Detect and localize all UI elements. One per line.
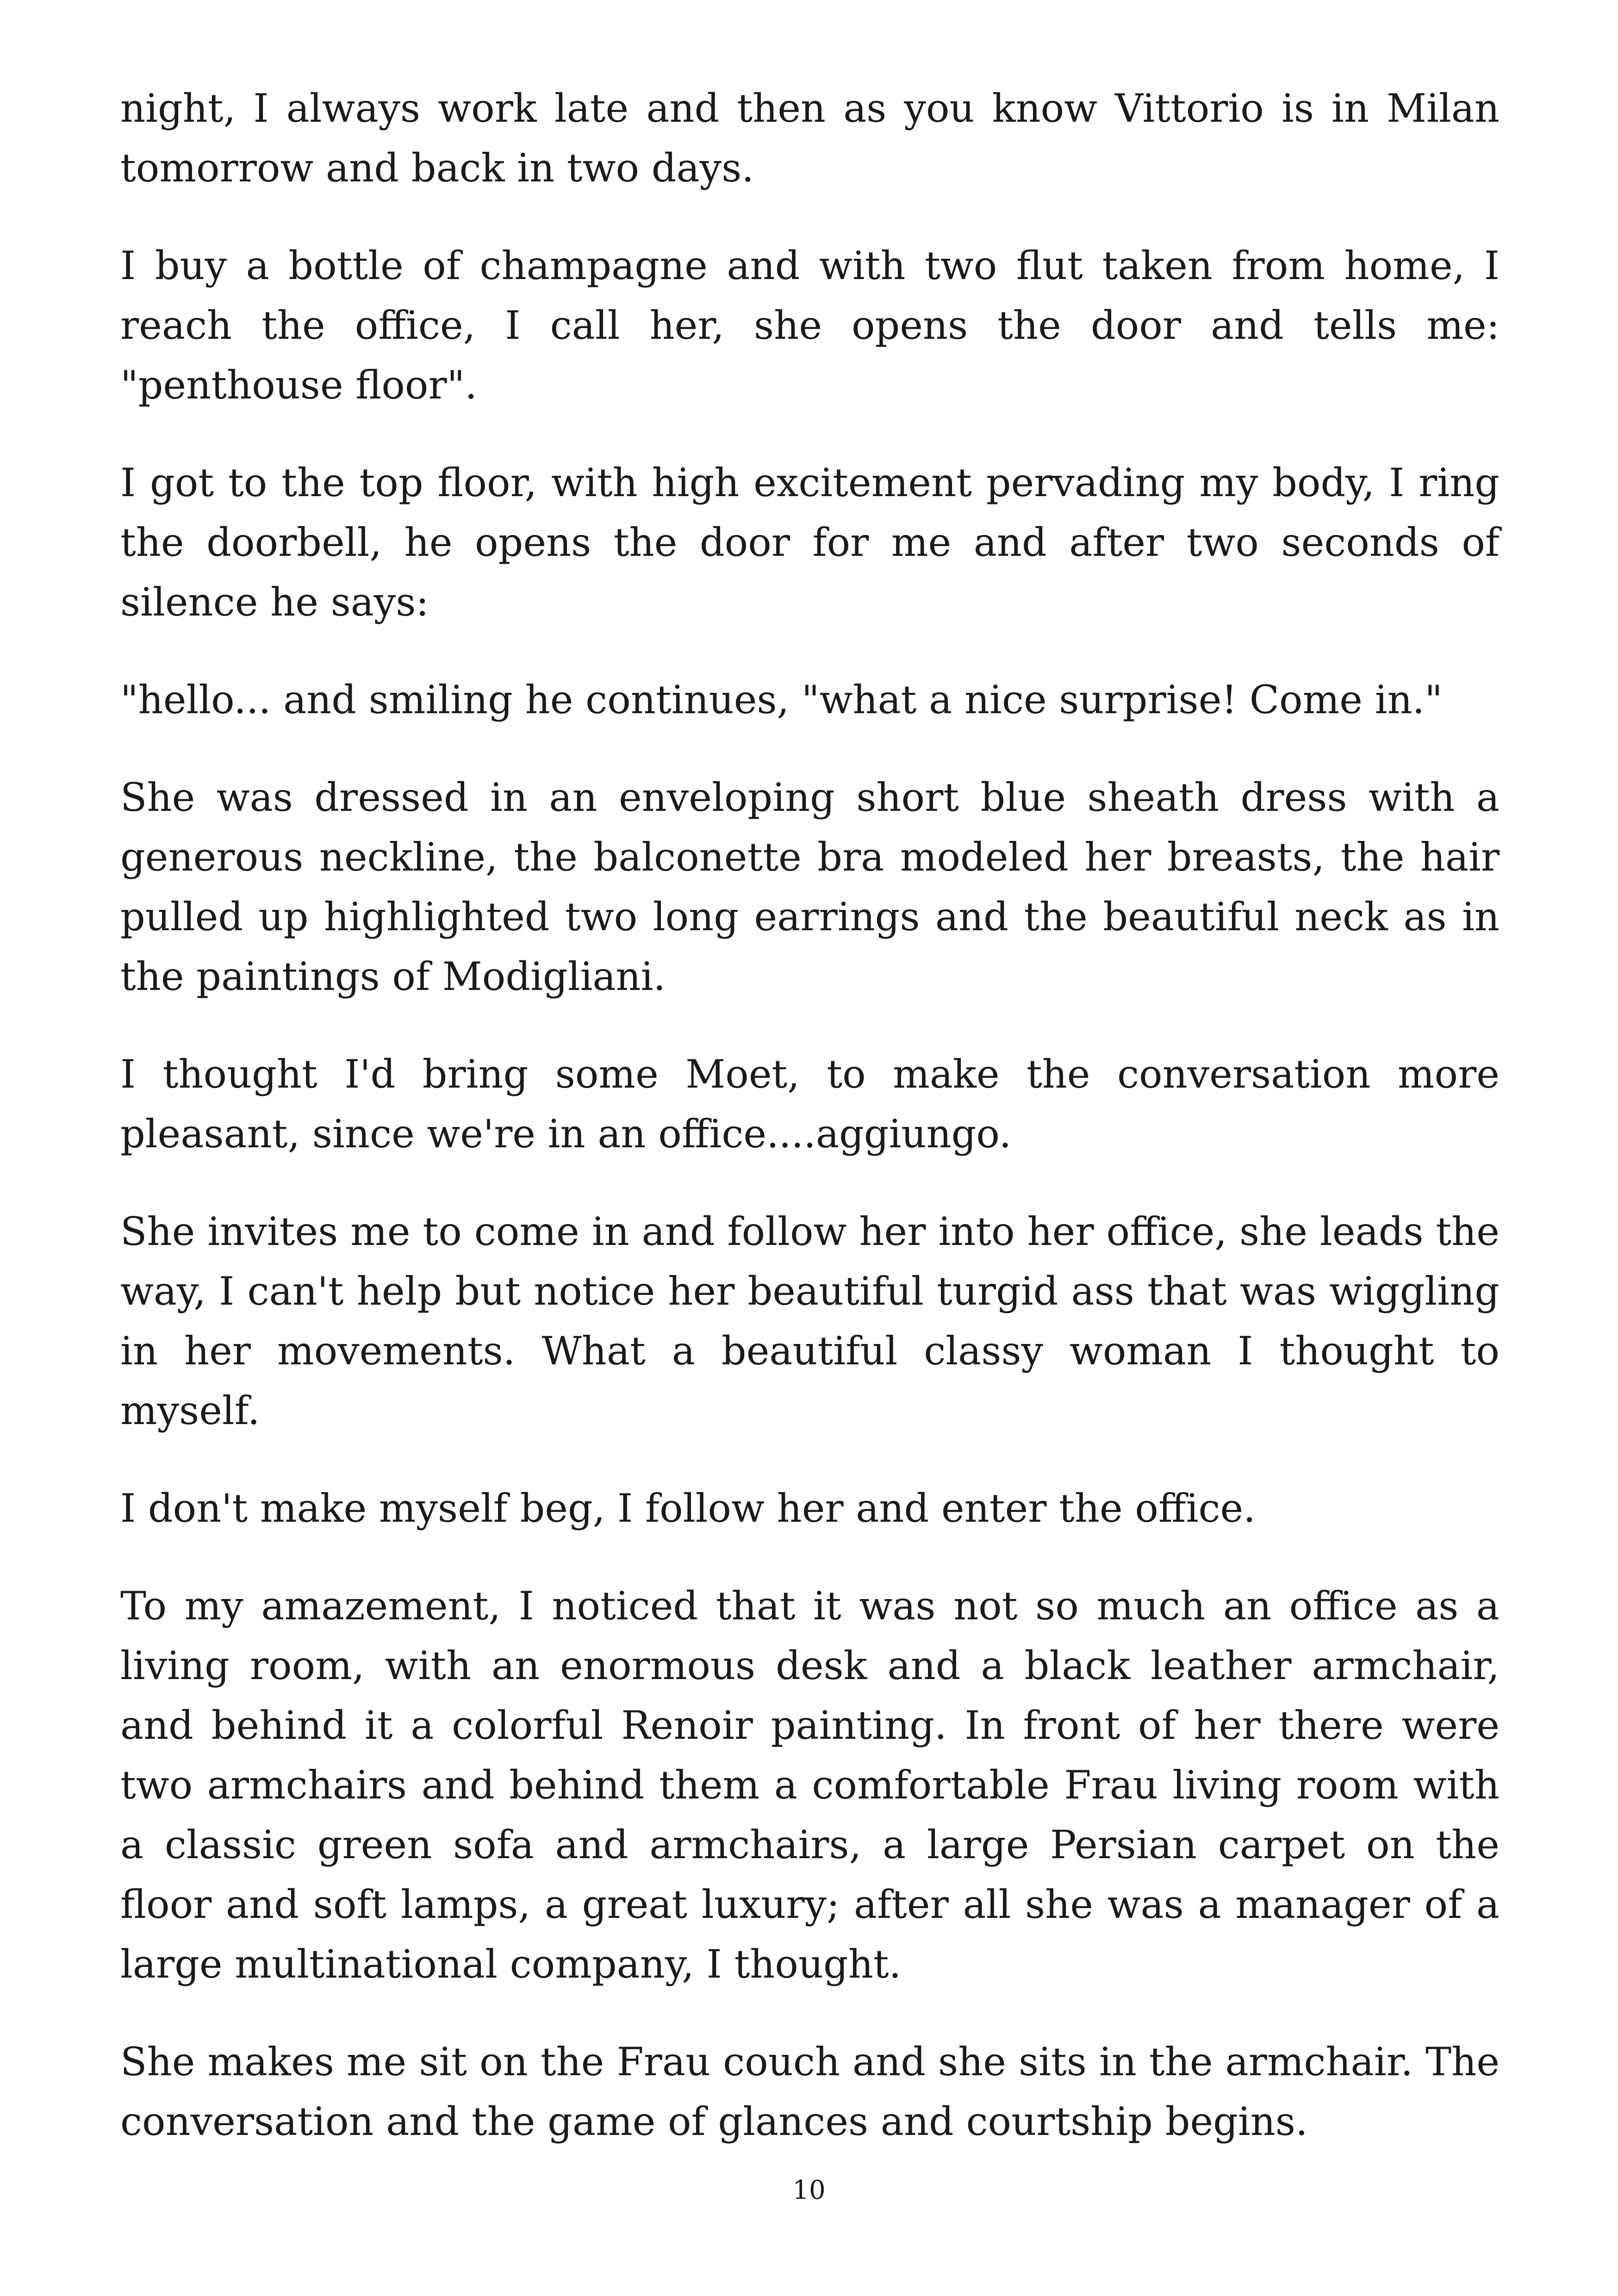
paragraph: night, I always work late and then as you know Vittorio is in Milan tomorrow and back in two days. [120, 86, 1500, 191]
paragraph: She was dressed in an enveloping short blue sheath dress with a generous neckline, the balconette bra modeled her breasts, the hair pulled up highlighted two long earrings and the beautiful neck as in the paintings of Modigliani. [120, 775, 1500, 999]
paragraph: To my amazement, I noticed that it was not so much an office as a living room, with an enormous desk and a black leather armchair, and behind it a colorful Renoir painting. In front of her there were two armchairs and behind them a comfortable Frau living room with a classic green sofa and armchairs, a large Persian carpet on the floor and soft lamps, a great luxury; after all she was a manager of a large multinational company, I thought. [120, 1583, 1500, 1987]
paragraph: I thought I'd bring some Moet, to make the conversation more pleasant, since we're in an office....aggiungo. [120, 1052, 1500, 1157]
paragraph: "hello... and smiling he continues, "what a nice surprise! Come in." [120, 677, 1443, 722]
paragraph: She invites me to come in and follow her into her office, she leads the way, I can't help but notice her beautiful turgid ass that was wiggling in her movements. What a beautiful classy woman I thought to myself. [120, 1209, 1500, 1433]
paragraph: I buy a bottle of champagne and with two flut taken from home, I reach the office, I call her, she opens the door and tells me: "penthouse floor". [120, 243, 1500, 408]
page-body [120, 79, 1500, 2190]
paragraph: She makes me sit on the Frau couch and she sits in the armchair. The conversation and the game of glances and courtship begins. [120, 2039, 1500, 2144]
paragraph: I don't make myself beg, I follow her and enter the office. [120, 1486, 1256, 1531]
paragraph: I got to the top floor, with high excitement pervading my body, I ring the doorbell, he opens the door for me and after two seconds of silence he says: [120, 460, 1500, 625]
page-number: 10 [792, 2175, 826, 2205]
